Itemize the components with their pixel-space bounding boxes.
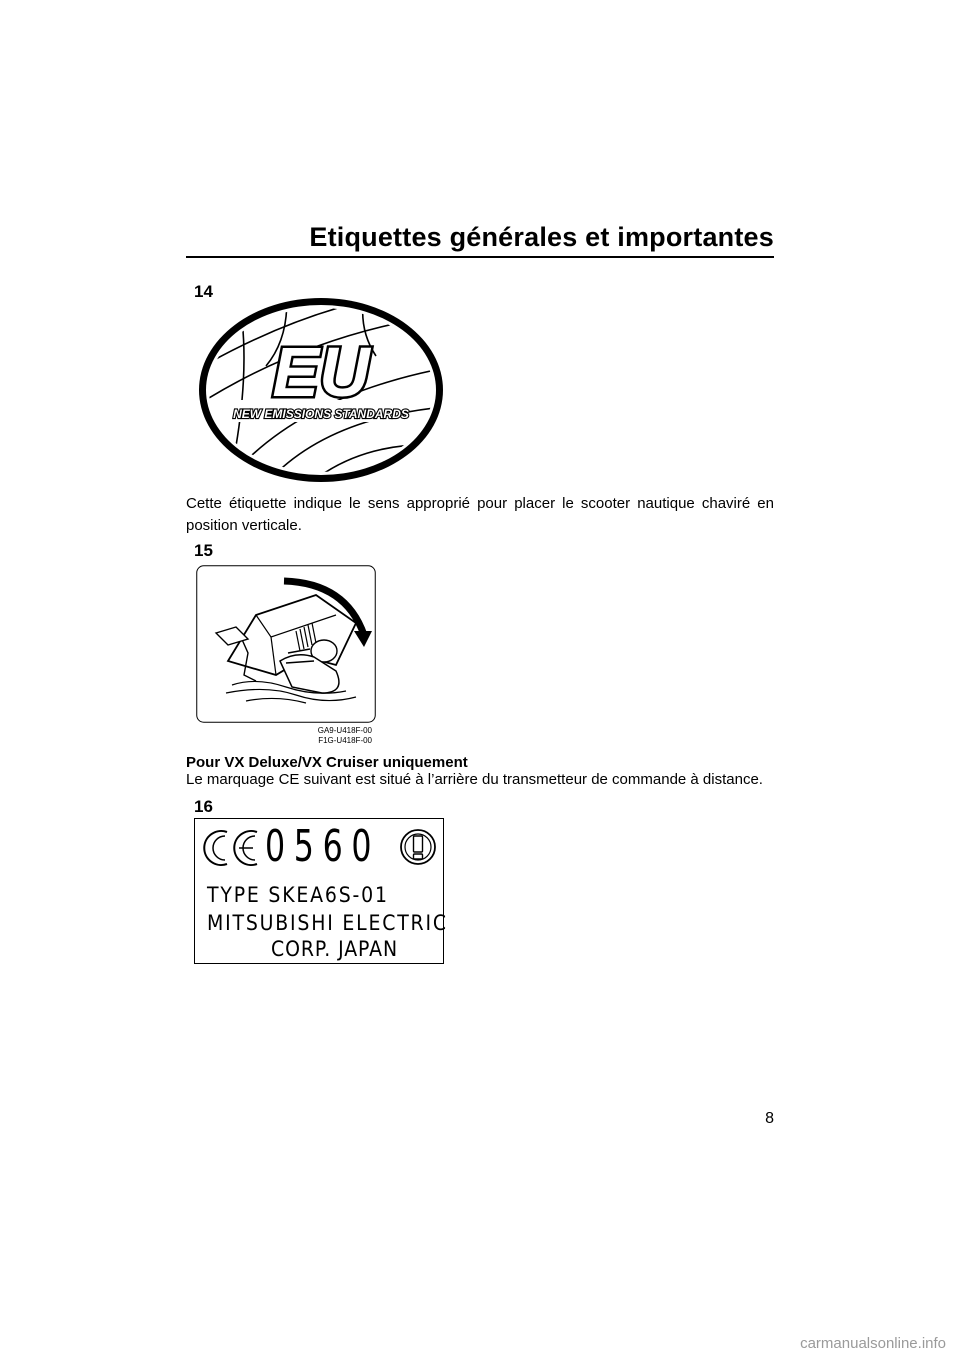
ce-mark-icon (201, 827, 261, 869)
ce-marking-label (194, 818, 448, 964)
ce-notified-body-number: 0560 (265, 821, 381, 872)
eu-logo-subtext: NEW EMISSIONS STANDARDS (233, 407, 409, 421)
figure-16-number: 16 (194, 797, 213, 816)
page-number: 8 (765, 1110, 774, 1127)
page-title: Etiquettes générales et importantes (309, 222, 774, 252)
figure-15-code-1: GA9-U418F-00 (317, 726, 372, 735)
ce-manufacturer-line: MITSUBISHI ELECTRIC (207, 911, 448, 935)
figure-15-codes (196, 726, 372, 746)
title-underline (186, 256, 774, 258)
ce-country-line: CORP. JAPAN (271, 937, 399, 961)
figure-15-number: 15 (194, 541, 213, 560)
alert-symbol-icon (399, 827, 437, 867)
figure-15-code-2: F1G-U418F-00 (318, 736, 372, 745)
ce-type-line: TYPE SKEA6S-01 (207, 883, 389, 907)
figure-14-number: 14 (194, 282, 213, 301)
footer-watermark[interactable]: carmanualsonline.info (800, 1335, 946, 1352)
figure-14-description: Cette étiquette indique le sens approprié pour placer le scooter nautique chaviré en position verticale. (186, 495, 774, 534)
eu-emissions-label-image (196, 296, 446, 484)
figure-16-heading: Pour VX Deluxe/VX Cruiser uniquement (186, 754, 468, 771)
eu-logo-text: EU (272, 333, 370, 411)
figure-16-description: Le marquage CE suivant est situé à l’arrière du transmetteur de commande à distance. (186, 771, 763, 788)
capsized-scooter-illustration (196, 565, 376, 723)
